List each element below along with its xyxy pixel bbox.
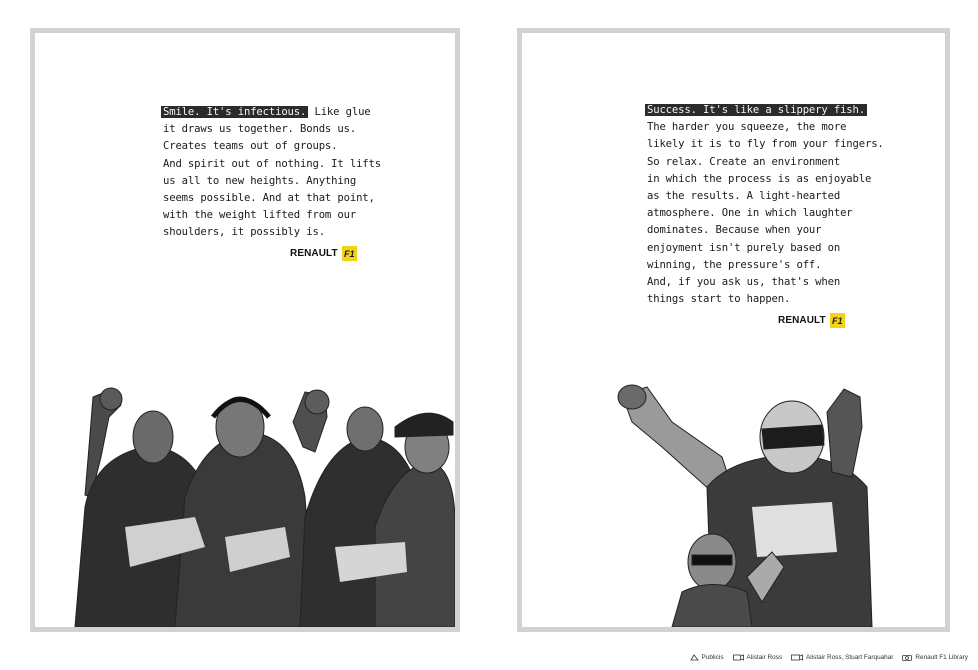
credit-label: Publicis (701, 654, 724, 661)
copy-line: And, if you ask us, that's when (647, 276, 841, 289)
driver-celebrating-photo (522, 377, 945, 627)
copy-line: And spirit out of nothing. It lifts (163, 157, 381, 170)
body-copy (647, 102, 884, 308)
advert-smile (30, 28, 460, 632)
copy-line: likely it is to fly from your fingers. (647, 138, 884, 151)
advert-success (517, 28, 950, 632)
copy-line: Creates teams out of groups. (163, 140, 338, 153)
copy-line: enjoyment isn't purely based on (647, 241, 841, 254)
copy-line: dominates. Because when your (647, 224, 822, 237)
credit-photography (902, 654, 968, 661)
copy-line (163, 104, 381, 121)
copy-line: as the results. A light-hearted (647, 190, 841, 203)
f1-badge: F1 (830, 313, 845, 328)
copy-line: shoulders, it possibly is. (163, 226, 325, 239)
credits-bar (690, 654, 969, 661)
art-director-icon (733, 654, 744, 661)
celebrating-team-photo (35, 377, 455, 627)
photography-icon (902, 654, 912, 661)
logo-wordmark: RENAULT (290, 248, 338, 259)
copy-line: in which the process is as enjoyable (647, 172, 872, 185)
logo-wordmark: RENAULT (778, 315, 826, 326)
renault-f1-logo (778, 313, 845, 328)
copy-line: atmosphere. One in which laughter (647, 207, 853, 220)
copy-line: So relax. Create an environment (647, 155, 841, 168)
copy-line: seems possible. And at that point, (163, 192, 375, 205)
agency-icon (690, 654, 699, 661)
credit-agency (690, 654, 724, 661)
credit-label: Alistair Ross, Stuart Farquahar (806, 654, 894, 661)
copy-line: The harder you squeeze, the more (647, 121, 847, 134)
copy-line: things start to happen. (647, 293, 791, 306)
copy-line-continuation: Like glue (308, 106, 371, 118)
credit-copywriter (791, 654, 893, 661)
copy-line: with the weight lifted from our (163, 209, 357, 222)
body-copy (163, 104, 381, 242)
copywriter-icon (791, 654, 803, 661)
copy-line (647, 102, 884, 119)
copy-line: winning, the pressure's off. (647, 258, 822, 271)
credit-label: Alistair Ross (746, 654, 783, 661)
f1-badge: F1 (342, 246, 357, 261)
headline: Smile. It's infectious. (163, 106, 307, 118)
copy-line: us all to new heights. Anything (163, 174, 357, 187)
renault-f1-logo (290, 246, 357, 261)
headline: Success. It's like a slippery fish. (647, 104, 865, 116)
credit-art-director (733, 654, 783, 661)
credit-label: Renault F1 Library (915, 654, 968, 661)
copy-line: it draws us together. Bonds us. (163, 123, 357, 136)
